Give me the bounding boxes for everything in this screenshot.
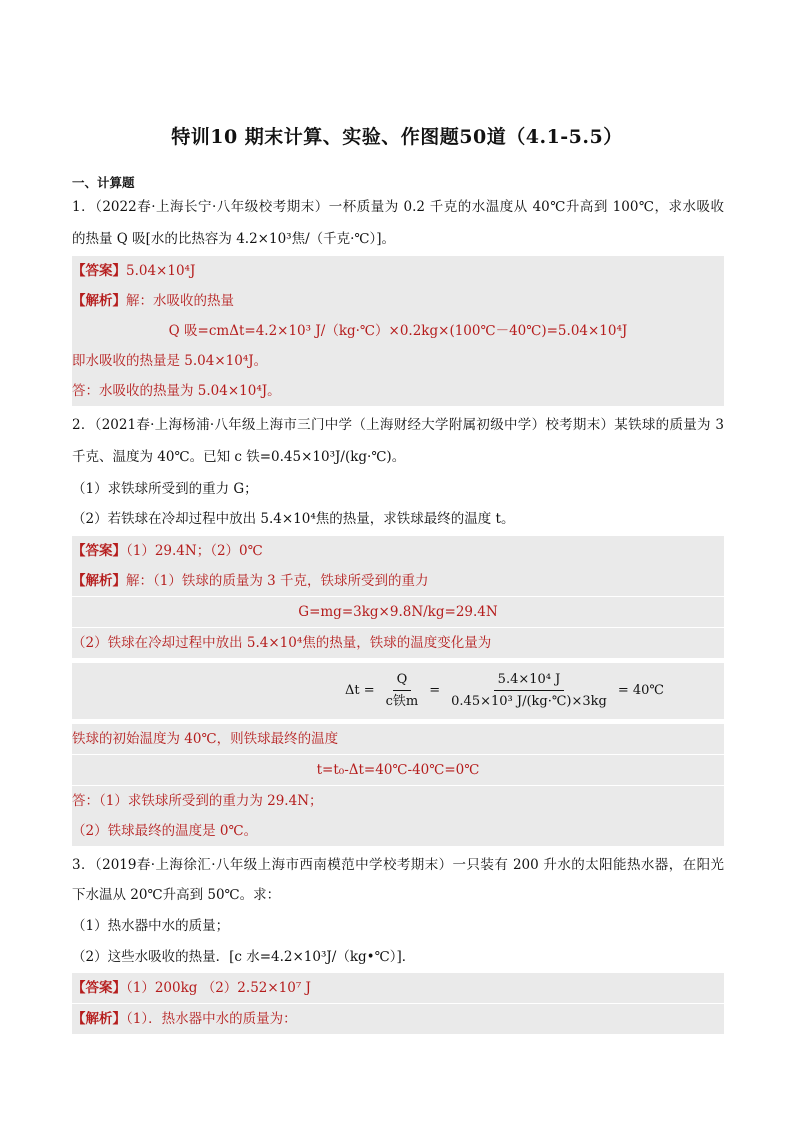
q2-final-answer-2: （2）铁球最终的温度是 0℃。 [72,816,724,846]
answer-value: （1）29.4N；（2）0℃ [126,543,263,559]
q2-temp-change-intro: （2）铁球在冷却过程中放出 5.4×10⁴焦的热量，铁球的温度变化量为 [72,628,724,658]
q3-part-1: （1）热水器中水的质量； [72,918,230,934]
answer-tag: 【答案】 [72,263,126,279]
q1-conclusion: 即水吸收的热量是 5.04×10⁴J。 [72,346,724,376]
analysis-tag: 【解析】 [72,573,126,589]
q2-fraction-formula [72,663,724,719]
q3-stem-line-2: 下水温从 20℃升高到 50℃。求： [72,887,281,903]
analysis-tag: 【解析】 [72,293,126,309]
fraction-1 [382,671,423,710]
q1-answer [72,256,724,286]
analysis-tag: 【解析】 [72,1011,126,1027]
section-heading: 一、计算题 [72,175,135,190]
q1-analysis [72,286,724,316]
fraction-2-numerator: 5.4×10⁴ J [494,671,565,691]
q1-final-answer: 答：水吸收的热量为 5.04×10⁴J。 [72,376,724,406]
q3-answer [72,973,724,1003]
q2-part-2: （2）若铁球在冷却过程中放出 5.4×10⁴焦的热量，求铁球最终的温度 t。 [72,511,515,527]
answer-value: 5.04×10⁴J [126,263,196,279]
fraction-result: = 40℃ [617,683,664,698]
analysis-text: （1）．热水器中水的质量为： [126,1011,297,1027]
q2-final-answer-1: 答：（1）求铁球所受到的重力为 29.4N； [72,786,724,816]
q2-stem-line-2: 千克、温度为 40℃。已知 c 铁=0.45×10³J/(kg·℃)。 [72,449,406,465]
fraction-2-denominator: 0.45×10³ J/(kg·℃)×3kg [451,694,607,709]
page-title: 特训10 期末计算、实验、作图题50道（4.1-5.5） [171,126,623,148]
fraction-2 [447,671,611,710]
q2-stem-line-1: 2．（2021春·上海杨浦·八年级上海市三门中学（上海财经大学附属初级中学）校考期末）某铁球的质量为 3 [72,417,724,433]
q1-stem-line-2: 的热量 Q 吸[水的比热容为 4.2×10³焦/（千克·℃）]。 [72,231,396,247]
analysis-text: 解：水吸收的热量 [126,293,234,309]
answer-value: （1）200kg （2）2.52×10⁷ J [126,980,311,996]
answer-tag: 【答案】 [72,980,126,996]
q3-part-2: （2）这些水吸收的热量．[c 水=4.2×10³J/（kg•℃）]． [72,949,416,965]
answer-tag: 【答案】 [72,543,126,559]
q2-final-temp-formula: t=t₀-Δt=40℃-40℃=0℃ [72,755,724,785]
q2-gravity-formula: G=mg=3kg×9.8N/kg=29.4N [72,597,724,627]
q3-analysis [72,1004,724,1034]
q2-initial-temp-text: 铁球的初始温度为 40℃，则铁球最终的温度 [72,724,724,754]
q2-analysis [72,566,724,596]
fraction-equals: = [429,683,441,698]
q2-answer [72,536,724,566]
fraction-lhs: Δt = [345,683,375,698]
fraction-1-numerator: Q [393,671,412,691]
analysis-text: 解：（1）铁球的质量为 3 千克，铁球所受到的重力 [126,573,429,589]
q2-part-1: （1）求铁球所受到的重力 G； [72,481,258,497]
fraction-1-denominator: c铁m [385,694,419,709]
q3-stem-line-1: 3．（2019春·上海徐汇·八年级上海市西南模范中学校考期末）一只装有 200 升水的太阳能热水器，在阳光 [72,857,724,873]
q1-formula: Q 吸=cmΔt=4.2×10³ J/（kg·℃）×0.2kg×(100℃－40℃)=5.04×10⁴J [72,316,724,346]
q1-stem-line-1: 1．（2022春·上海长宁·八年级校考期末）一杯质量为 0.2 千克的水温度从 40℃升高到 100℃，求水吸收 [72,199,724,215]
